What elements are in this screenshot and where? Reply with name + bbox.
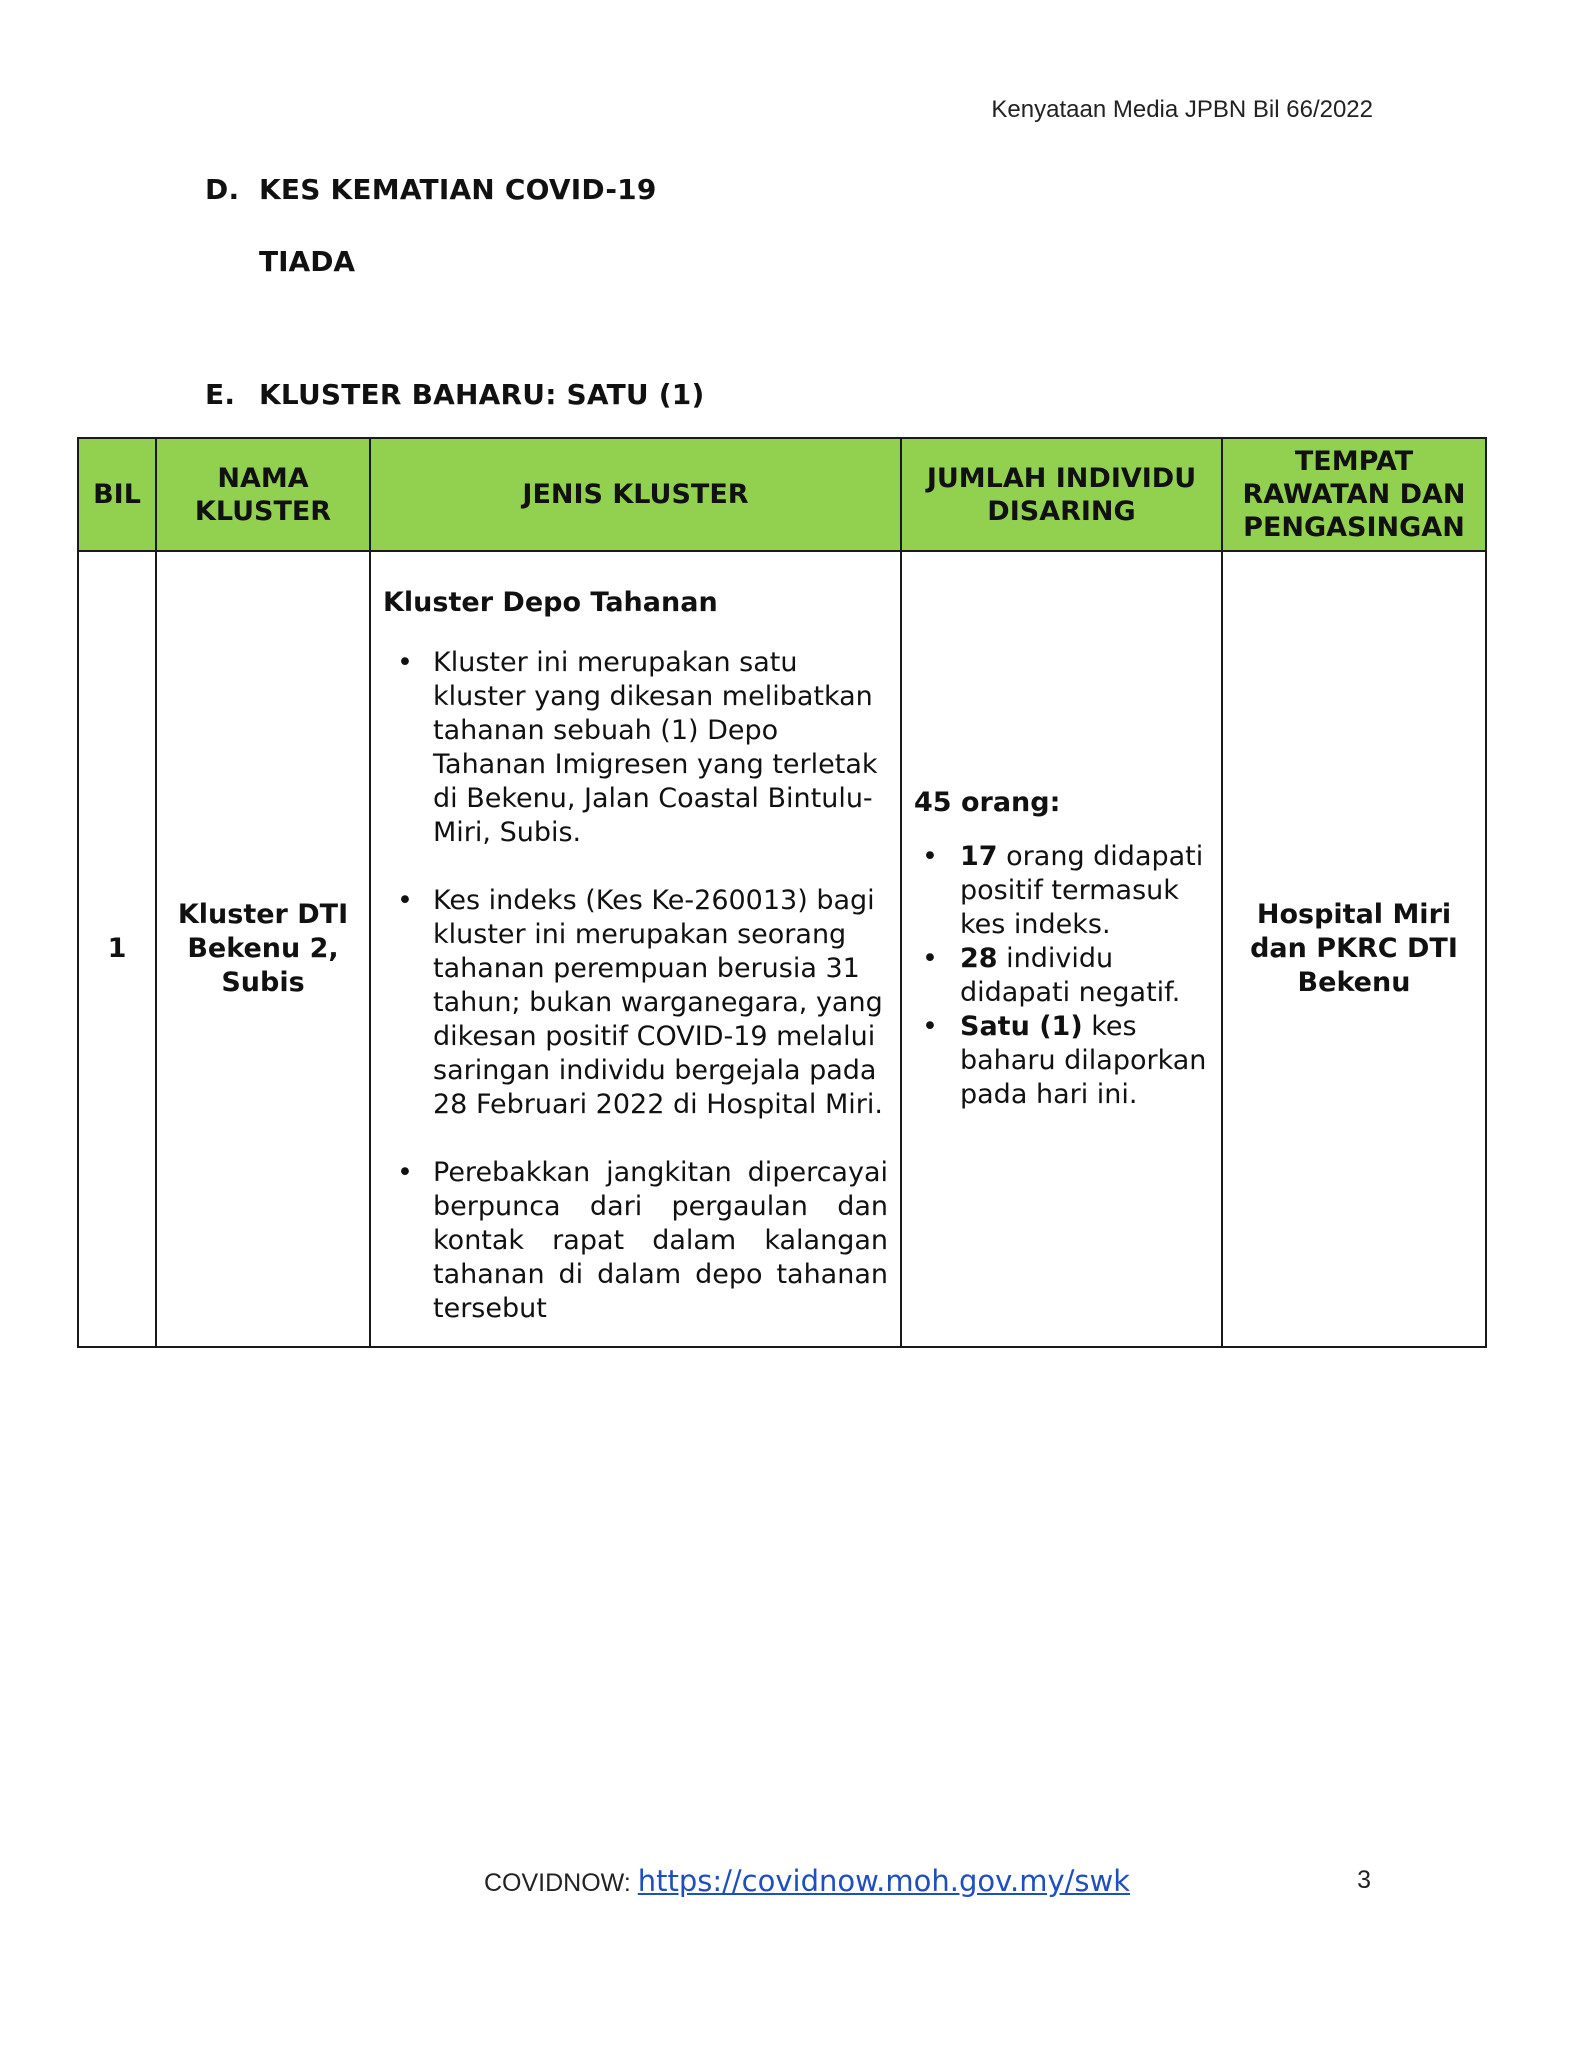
bullet-icon: •: [397, 885, 413, 916]
list-item: [383, 884, 888, 1122]
section-e-heading: [205, 378, 704, 411]
cell-bil: 1: [78, 551, 156, 1347]
jumlah-total: 45 orang:: [914, 787, 1061, 818]
stat-text: orang didapati positif termasuk kes indeks.: [960, 841, 1204, 940]
jenis-point-text: Perebakkan jangkitan dipercayai berpunca dari pergaulan dan kontak rapat dalam kalangan tahanan di dalam depo tahanan tersebut: [433, 1157, 888, 1324]
footer-label: COVIDNOW:: [484, 1869, 638, 1897]
list-item: [914, 840, 1209, 942]
header-jumlah-individu: JUMLAH INDIVIDU DISARING: [901, 438, 1222, 551]
bullet-icon: •: [922, 943, 938, 974]
cell-jumlah-individu: [901, 551, 1222, 1347]
jumlah-breakdown: [914, 840, 1209, 1112]
cell-tempat-rawatan: Hospital Miri dan PKRC DTI Bekenu: [1222, 551, 1486, 1347]
jenis-kluster-points: [383, 646, 888, 1326]
covidnow-link[interactable]: https://covidnow.moh.gov.my/swk: [637, 1864, 1131, 1898]
document-reference: Kenyataan Media JPBN Bil 66/2022: [991, 96, 1373, 123]
header-tempat-rawatan: TEMPAT RAWATAN DAN PENGASINGAN: [1222, 438, 1486, 551]
list-item: [383, 1156, 888, 1326]
header-jenis-kluster: JENIS KLUSTER: [370, 438, 901, 551]
stat-value: 28: [960, 943, 998, 974]
footer: [484, 1864, 1130, 1898]
stat-value: Satu (1): [960, 1011, 1083, 1042]
bullet-icon: •: [922, 1011, 938, 1042]
bullet-icon: •: [922, 841, 938, 872]
table-row: [78, 551, 1486, 1347]
page-number: 3: [1357, 1866, 1371, 1894]
section-d-heading: [205, 173, 657, 206]
jenis-point-text: Kes indeks (Kes Ke-260013) bagi kluster ini merupakan seorang tahanan perempuan berusia 31 tahun; bukan warganegara, yang dikesan positif COVID-19 melalui saringan individu bergejala pada 28 Februari 2022 di Hospital Miri.: [433, 885, 883, 1120]
list-item: [383, 646, 888, 850]
cell-nama-kluster: Kluster DTI Bekenu 2, Subis: [156, 551, 370, 1347]
section-e-title: KLUSTER BAHARU: SATU (1): [259, 378, 705, 411]
cell-jenis-kluster: [370, 551, 901, 1347]
stat-text: kes baharu dilaporkan pada hari ini.: [960, 1011, 1207, 1110]
stat-value: 17: [960, 841, 998, 872]
list-item: [914, 1010, 1209, 1112]
bullet-icon: •: [397, 1157, 413, 1188]
list-item: [914, 942, 1209, 1010]
header-nama-kluster: NAMA KLUSTER: [156, 438, 370, 551]
jenis-point-text: Kluster ini merupakan satu kluster yang dikesan melibatkan tahanan sebuah (1) Depo Tahanan Imigresen yang terletak di Bekenu, Jalan Coastal Bintulu-Miri, Subis.: [433, 647, 878, 848]
table-header-row: [78, 438, 1486, 551]
header-bil: BIL: [78, 438, 156, 551]
section-d-title: KES KEMATIAN COVID-19: [259, 173, 657, 206]
section-d-value: TIADA: [259, 245, 356, 278]
section-e-letter: E.: [205, 378, 236, 411]
cluster-table: [77, 437, 1487, 1348]
section-d-letter: D.: [205, 173, 240, 206]
bullet-icon: •: [397, 647, 413, 678]
jenis-kluster-title: Kluster Depo Tahanan: [383, 587, 718, 618]
stat-text: individu didapati negatif.: [960, 943, 1181, 1008]
